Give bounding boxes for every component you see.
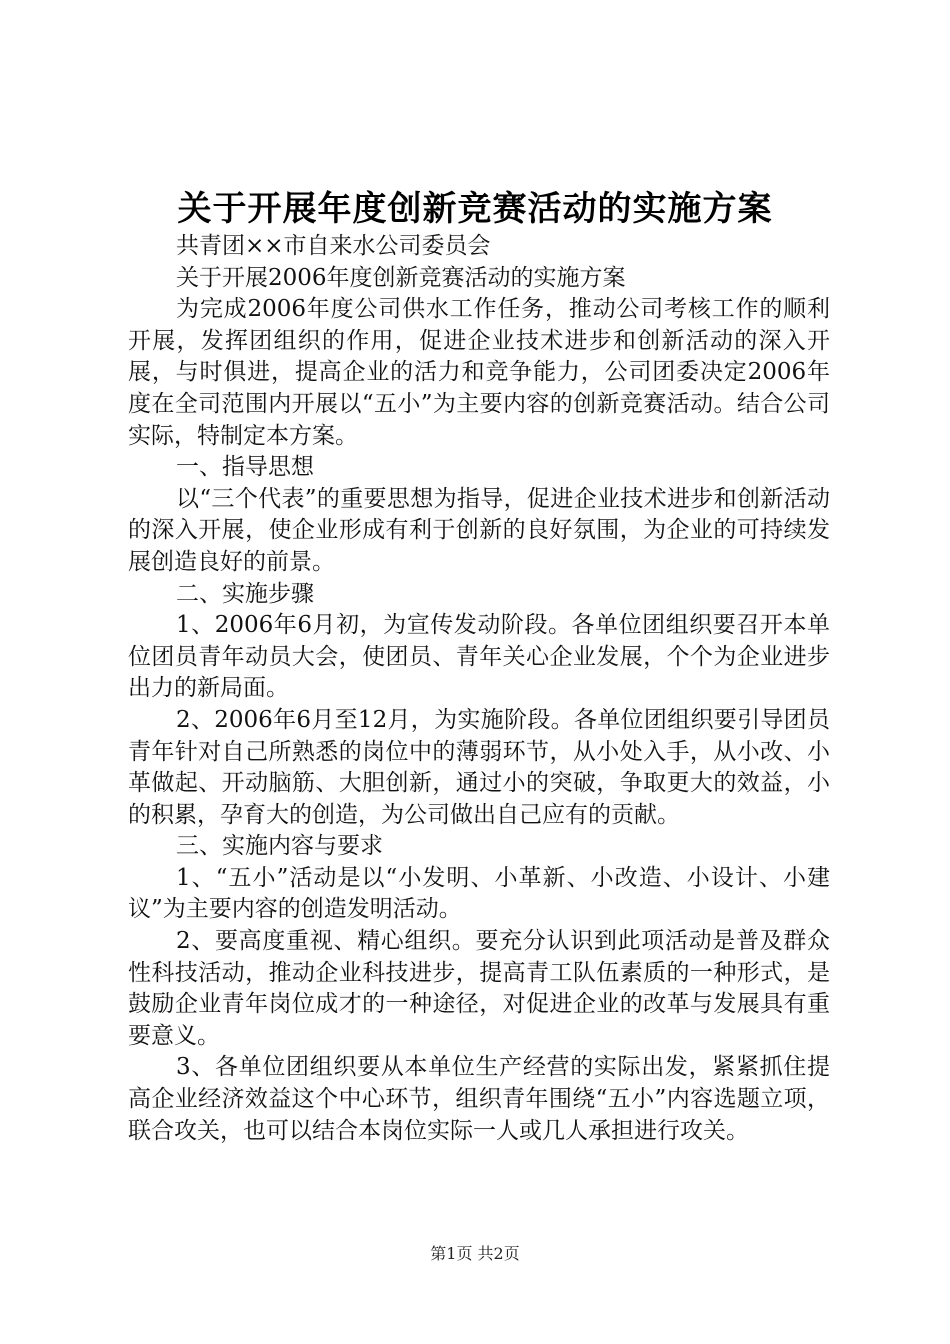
requirement-paragraph-3: 3、各单位团组织要从本单位生产经营的实际出发，紧紧抓住提高企业经济效益这个中心环节，组织青年围绕“五小”内容选题立项，联合攻关，也可以结合本岗位实际一人或几人承担进行攻关。: [128, 1054, 830, 1144]
subtitle-line: 关于开展2006年度创新竞赛活动的实施方案: [176, 264, 626, 291]
section-heading-3: 三、实施内容与要求: [176, 833, 383, 860]
document-body: [128, 231, 830, 1147]
step-paragraph-2: 2、2006年6月至12月，为实施阶段。各单位团组织要引导团员青年针对自己所熟悉的岗位中的薄弱环节，从小处入手，从小改、小革做起、开动脑筋、大胆创新，通过小的突破，争取更大的效益，小的积累，孕育大的创造，为公司做出自己应有的贡献。: [128, 706, 830, 828]
issuer-line: 共青团××市自来水公司委员会: [176, 233, 491, 259]
guiding-thought-paragraph: 以“三个代表”的重要思想为指导，促进企业技术进步和创新活动的深入开展，使企业形成有利于创新的良好氛围，为企业的可持续发展创造良好的前景。: [128, 485, 830, 575]
section-heading-1: 一、指导思想: [176, 454, 314, 481]
page-footer: 第1页 共2页: [430, 1244, 520, 1263]
document-title: 关于开展年度创新竞赛活动的实施方案: [177, 189, 773, 229]
requirement-paragraph-1: 1、“五小”活动是以“小发明、小革新、小改造、小设计、小建议”为主要内容的创造发明活动。: [128, 864, 830, 923]
step-paragraph-1: 1、2006年6月初，为宣传发动阶段。各单位团组织要召开本单位团员青年动员大会，使团员、青年关心企业发展，个个为企业进步出力的新局面。: [128, 612, 830, 702]
section-heading-2: 二、实施步骤: [176, 580, 314, 607]
requirement-paragraph-2: 2、要高度重视、精心组织。要充分认识到此项活动是普及群众性科技活动，推动企业科技进步，提高青工队伍素质的一种形式，是鼓励企业青年岗位成才的一种途径，对促进企业的改革与发展具有重要意义。: [128, 928, 830, 1049]
intro-paragraph: 为完成2006年度公司供水工作任务，推动公司考核工作的顺利开展，发挥团组织的作用，促进企业技术进步和创新活动的深入开展，与时俱进，提高企业的活力和竞争能力，公司团委决定2006年度在全司范围内开展以“五小”为主要内容的创新竞赛活动。结合公司实际，特制定本方案。: [128, 296, 830, 449]
